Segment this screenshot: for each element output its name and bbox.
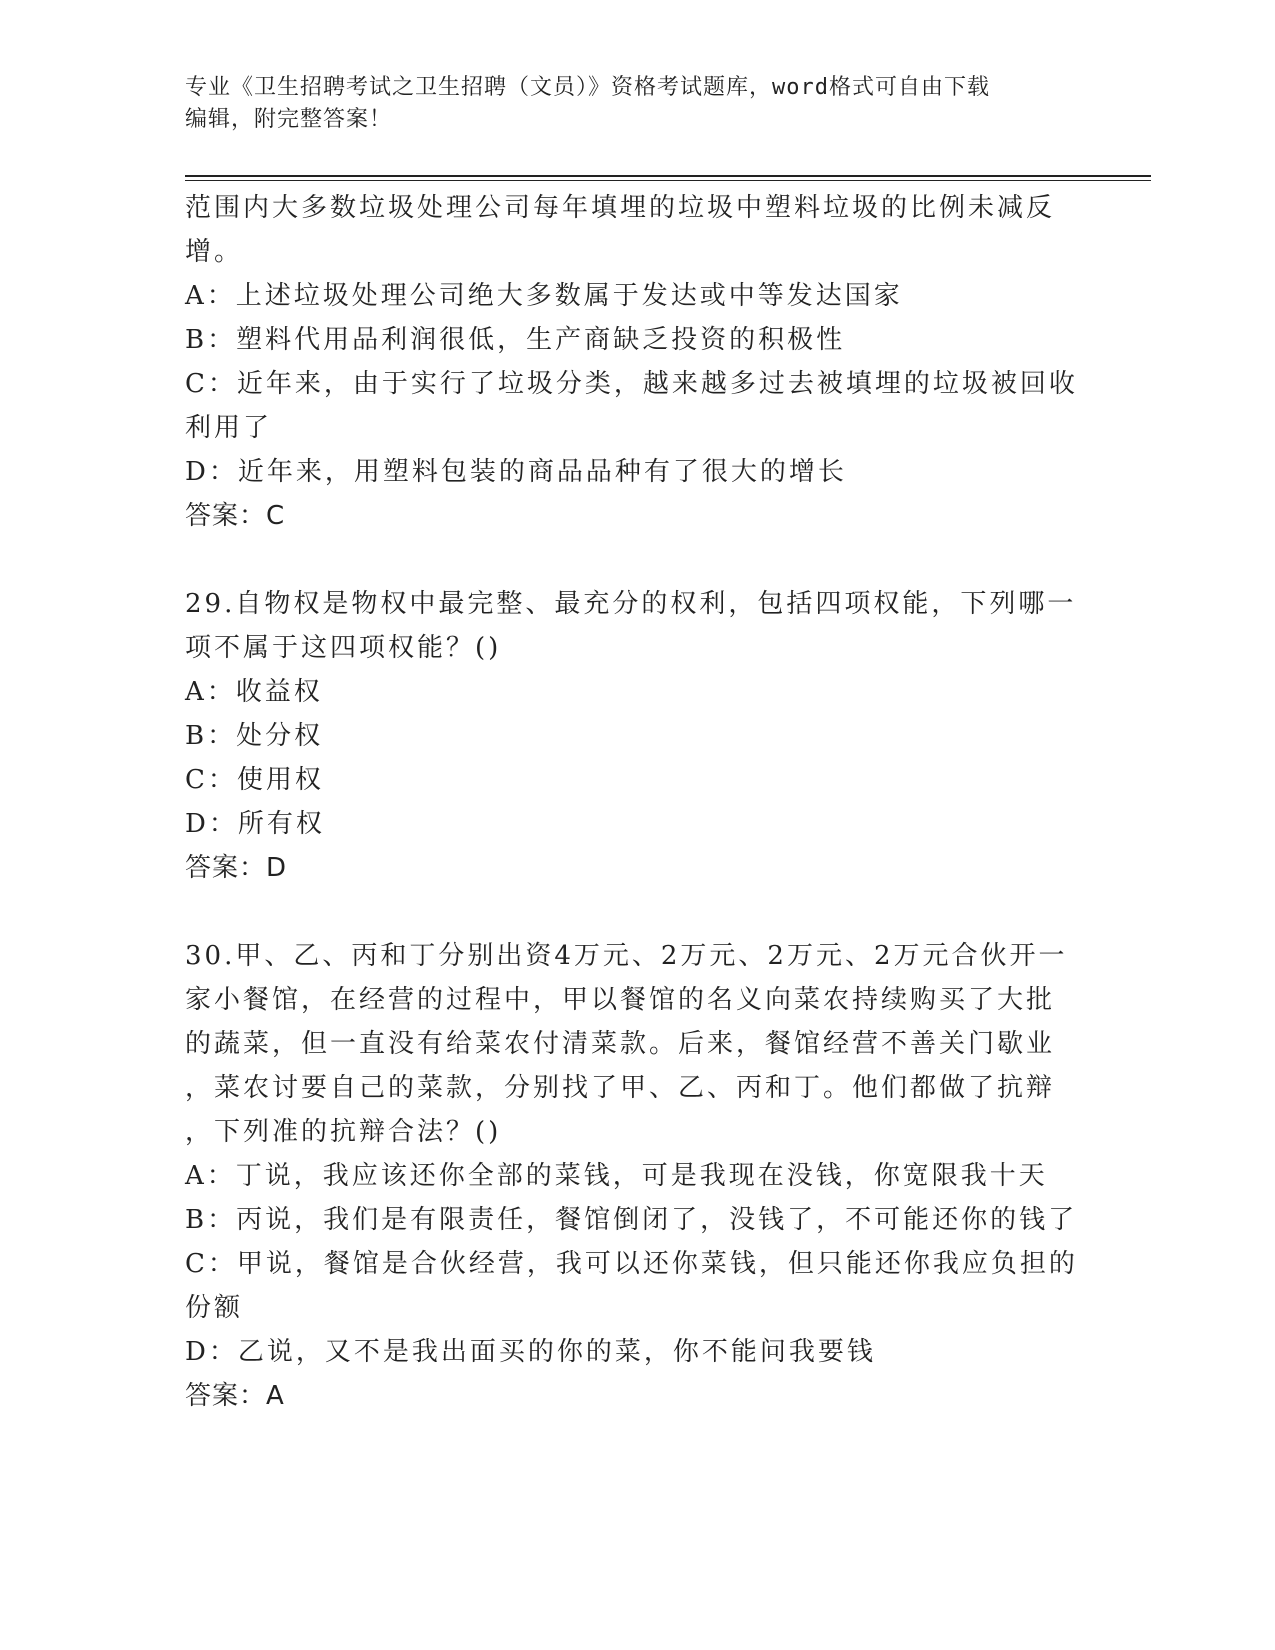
answer-label: 答案：C (185, 501, 286, 531)
question-stem-line: 的蔬菜，但一直没有给菜农付清菜款。后来，餐馆经营不善关门歇业 (185, 1029, 1056, 1059)
question-stem-line: 项不属于这四项权能？() (185, 633, 502, 663)
question-stem-line: ，菜农讨要自己的菜款，分别找了甲、乙、丙和丁。他们都做了抗辩 (185, 1073, 1056, 1103)
option-b: B：处分权 (185, 721, 324, 751)
option-c-continued: 利用了 (185, 413, 273, 443)
question-30 (185, 934, 1085, 1420)
question-28 (185, 186, 1085, 540)
option-d: D：乙说，又不是我出面买的你的菜，你不能问我要钱 (185, 1337, 876, 1367)
document-header (185, 72, 1085, 136)
option-d: D：近年来，用塑料包装的商品品种有了很大的增长 (185, 457, 847, 487)
option-a: A：收益权 (185, 677, 323, 707)
option-c: C：甲说，餐馆是合伙经营，我可以还你菜钱，但只能还你我应负担的 (185, 1249, 1078, 1279)
header-line-2: 编辑，附完整答案！ (185, 107, 393, 132)
option-c: C：使用权 (185, 765, 324, 795)
option-c: C：近年来，由于实行了垃圾分类，越来越多过去被填埋的垃圾被回收 (185, 369, 1078, 399)
question-stem-line: 家小餐馆，在经营的过程中，甲以餐馆的名义向菜农持续购买了大批 (185, 985, 1056, 1015)
option-b: B：塑料代用品利润很低，生产商缺乏投资的积极性 (185, 325, 846, 355)
option-d: D：所有权 (185, 809, 325, 839)
question-list (185, 186, 1085, 1420)
header-divider-thin (185, 180, 1151, 181)
header-line-1: 专业《卫生招聘考试之卫生招聘（文员）》资格考试题库，word格式可自由下载 (185, 75, 990, 100)
option-b: B：丙说，我们是有限责任，餐馆倒闭了，没钱了，不可能还你的钱了 (185, 1205, 1078, 1235)
option-a: A：上述垃圾处理公司绝大多数属于发达或中等发达国家 (185, 281, 903, 311)
option-c-continued: 份额 (185, 1293, 244, 1323)
question-stem-line: 范围内大多数垃圾处理公司每年填埋的垃圾中塑料垃圾的比例未减反 (185, 193, 1056, 223)
question-stem-line: 29.自物权是物权中最完整、最充分的权利，包括四项权能，下列哪一 (185, 589, 1077, 619)
question-stem-line: ，下列准的抗辩合法？() (185, 1117, 502, 1147)
question-29 (185, 582, 1085, 892)
answer-label: 答案：D (185, 853, 288, 883)
answer-label: 答案：A (185, 1381, 285, 1411)
spacer (185, 892, 1085, 934)
question-stem-line: 增。 (185, 237, 244, 267)
header-divider-thick (185, 175, 1151, 177)
option-a: A：丁说，我应该还你全部的菜钱，可是我现在没钱，你宽限我十天 (185, 1161, 1048, 1191)
question-stem-line: 30.甲、乙、丙和丁分别出资4万元、2万元、2万元、2万元合伙开一 (185, 941, 1068, 971)
spacer (185, 540, 1085, 582)
